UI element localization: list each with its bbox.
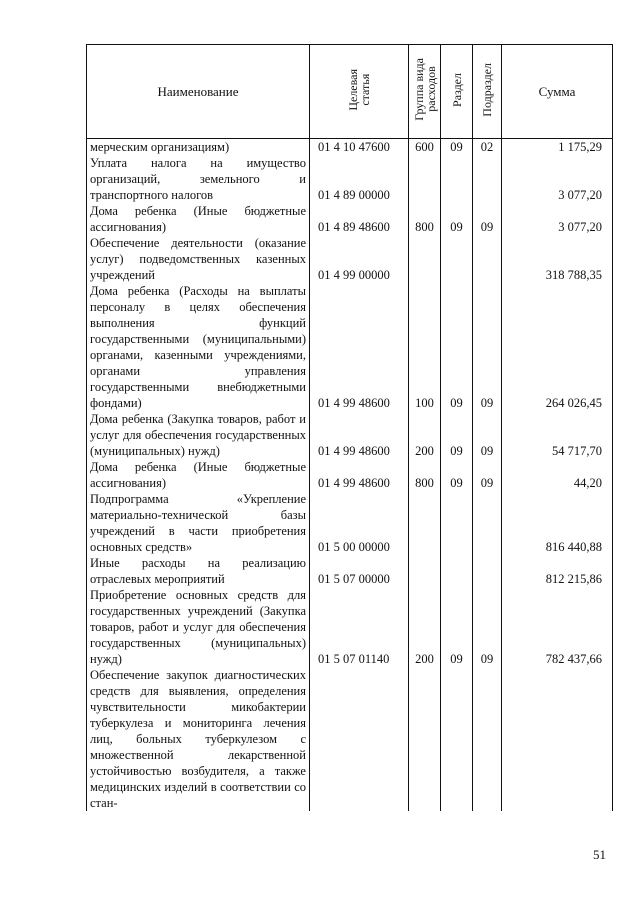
row-subsection: 02 [473,139,502,156]
row-name: Приобретение основных средств для государственных учреждений (Закупка товаров, работ и услуг для обеспечения государственных (муниципальных) нужд) [87,587,310,667]
header-subsection: Подраздел [473,45,502,139]
row-sum: 812 215,86 [502,555,613,587]
table-row [87,411,613,459]
row-name: Подпрограмма «Укрепление материально-технической базы учреждений в части приобретения основных средств» [87,491,310,555]
row-subsection: 09 [473,459,502,491]
row-expense-group: 800 [409,203,441,235]
row-subsection [473,667,502,811]
row-section: 09 [441,283,473,411]
row-section: 09 [441,459,473,491]
row-sum: 3 077,20 [502,155,613,203]
row-expense-group [409,491,441,555]
table-row [87,235,613,283]
row-subsection: 09 [473,411,502,459]
row-target-article: 01 5 07 00000 [310,555,409,587]
row-target-article: 01 4 99 48600 [310,283,409,411]
row-target-article: 01 4 89 00000 [310,155,409,203]
table-row [87,667,613,811]
row-subsection: 09 [473,587,502,667]
row-expense-group [409,667,441,811]
row-section: 09 [441,203,473,235]
row-target-article: 01 4 99 48600 [310,411,409,459]
row-sum: 264 026,45 [502,283,613,411]
row-expense-group: 800 [409,459,441,491]
row-subsection [473,235,502,283]
table-row [87,555,613,587]
row-section: 09 [441,411,473,459]
row-sum: 3 077,20 [502,203,613,235]
table-row [87,459,613,491]
row-name: Дома ребенка (Иные бюджетные ассигнования) [87,203,310,235]
budget-table [86,44,613,811]
table-row [87,587,613,667]
row-section [441,155,473,203]
row-section: 09 [441,139,473,156]
row-section [441,491,473,555]
row-expense-group: 200 [409,587,441,667]
table-row [87,203,613,235]
row-expense-group: 600 [409,139,441,156]
header-target-article: Целевая статья [310,45,409,139]
table-row [87,139,613,156]
row-subsection: 09 [473,203,502,235]
row-name: Дома ребенка (Закупка товаров, работ и услуг для обеспечения государственных (муниципальных) нужд) [87,411,310,459]
table-row [87,283,613,411]
table-row [87,155,613,203]
row-target-article [310,667,409,811]
row-section: 09 [441,587,473,667]
row-target-article: 01 4 10 47600 [310,139,409,156]
row-expense-group: 100 [409,283,441,411]
row-target-article: 01 4 89 48600 [310,203,409,235]
page-number: 51 [593,847,606,862]
row-sum [502,667,613,811]
row-sum: 318 788,35 [502,235,613,283]
row-expense-group [409,235,441,283]
row-expense-group [409,155,441,203]
row-name: мерческим организациям) [87,139,310,156]
row-name: Дома ребенка (Иные бюджетные ассигнования) [87,459,310,491]
row-name: Дома ребенка (Расходы на выплаты персоналу в целях обеспечения выполнения функций государственными (муниципальными) органами, казенными учреждениями, органами управления государственными внебюджетными фондами) [87,283,310,411]
row-name: Уплата налога на имущество организаций, земельного и транспортного налогов [87,155,310,203]
row-name: Иные расходы на реализацию отраслевых мероприятий [87,555,310,587]
header-name: Наименование [87,45,310,139]
row-subsection: 09 [473,283,502,411]
row-sum: 782 437,66 [502,587,613,667]
row-name: Обеспечение закупок диагностических средств для выявления, определения чувствительности микобактерии туберкулеза и мониторинга лечения лиц, больных туберкулезом с множественной лекарственной устойчивостью возбудителя, а также медицинских изделий в соответствии со стан- [87,667,310,811]
row-target-article: 01 4 99 48600 [310,459,409,491]
row-sum: 44,20 [502,459,613,491]
row-target-article: 01 5 00 00000 [310,491,409,555]
row-sum: 816 440,88 [502,491,613,555]
row-section [441,667,473,811]
row-expense-group [409,555,441,587]
header-expense-group: Группа вида расходов [409,45,441,139]
row-subsection [473,491,502,555]
row-target-article: 01 5 07 01140 [310,587,409,667]
row-subsection [473,555,502,587]
row-target-article: 01 4 99 00000 [310,235,409,283]
row-subsection [473,155,502,203]
table-header-row [87,45,613,139]
header-sum: Сумма [502,45,613,139]
row-section [441,555,473,587]
header-section: Раздел [441,45,473,139]
table-row [87,491,613,555]
row-name: Обеспечение деятельности (оказание услуг) подведомственных казенных учреждений [87,235,310,283]
row-expense-group: 200 [409,411,441,459]
row-section [441,235,473,283]
row-sum: 1 175,29 [502,139,613,156]
row-sum: 54 717,70 [502,411,613,459]
